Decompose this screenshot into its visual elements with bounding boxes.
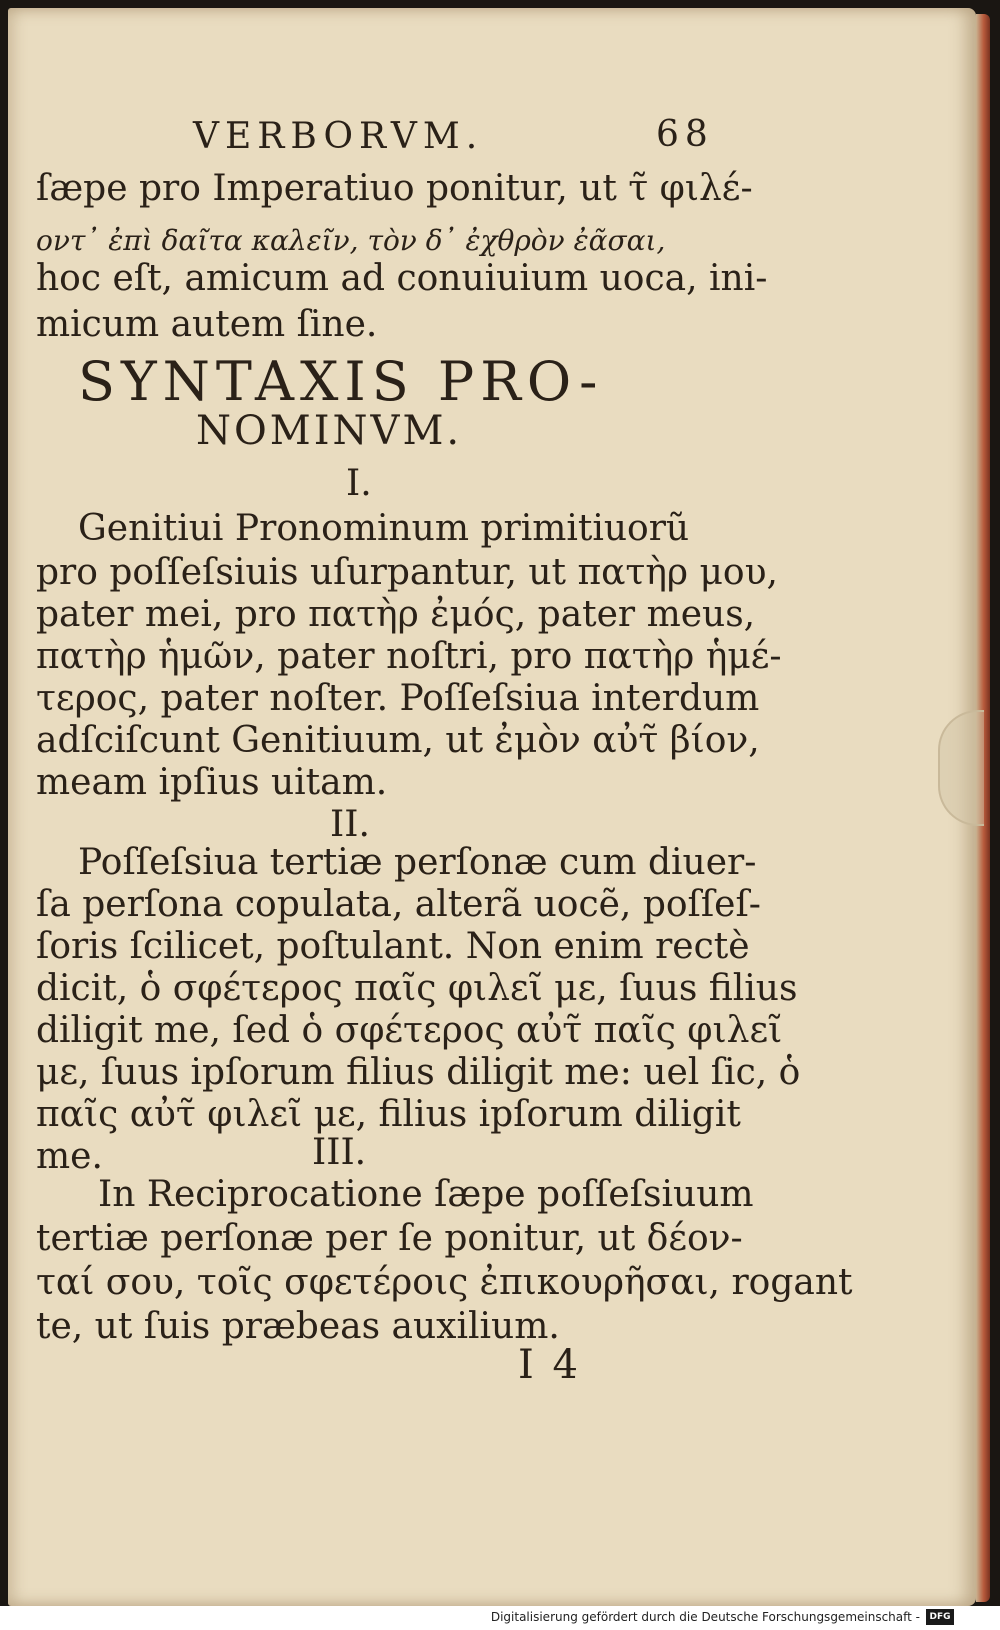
text-line: te, ut ſuis præbeas auxilium. — [36, 1306, 560, 1347]
text-line: με, ſuus ipſorum filius diligit me: uel ſic, ὁ — [36, 1052, 801, 1093]
running-head: VERBORVM. — [193, 116, 484, 157]
section-title: NOMINVM. — [196, 408, 463, 454]
book-page — [8, 8, 976, 1606]
text-line: ſæpe pro Imperatiuo ponitur, ut τ̃ φιλέ- — [36, 168, 753, 209]
text-line: οντ᾿ ἐπὶ δαῖτα καλεῖν, τὸν δ᾿ ἐχθρὸν ἐᾶσαι, — [36, 224, 666, 257]
text-line: ſa perſona copulata, alterã uocẽ, poſſeſ- — [36, 884, 761, 925]
text-line: pater mei, pro πατὴρ ἐμός, pater meus, — [36, 594, 756, 635]
signature-mark: I 4 — [518, 1342, 581, 1388]
text-line: τερος, pater noſter. Poſſeſsiua interdum — [36, 678, 760, 719]
text-line: Genitiui Pronominum primitiuorũ — [78, 508, 690, 549]
text-line: adſciſcunt Genitiuum, ut ἐμὸν αὐτ̃ βίον, — [36, 720, 760, 761]
text-line: me. — [36, 1136, 103, 1177]
text-line: pro poſſeſsiuis uſurpantur, ut πατὴρ μου, — [36, 552, 778, 593]
text-line: In Reciprocatione ſæpe poſſeſsiuum — [98, 1174, 754, 1215]
text-line: ſoris ſcilicet, poſtulant. Non enim rectè — [36, 926, 750, 967]
text-line: tertiæ perſonæ per ſe ponitur, ut δέον- — [36, 1218, 743, 1259]
footer-credit: Digitalisierung gefördert durch die Deutsche Forschungsgemeinschaft - — [490, 1610, 920, 1624]
text-line: micum autem ſine. — [36, 304, 378, 345]
footer-bar — [0, 1606, 1000, 1630]
text-line: diligit me, ſed ὁ σφέτερος αὐτ̃ παῖς φιλεῖ — [36, 1010, 783, 1051]
text-line: dicit, ὁ σφέτερος παῖς φιλεῖ με, ſuus filius — [36, 968, 798, 1009]
page-number: 68 — [656, 114, 714, 155]
clasp-mark — [938, 710, 984, 826]
text-line: Poſſeſsiua tertiæ perſonæ cum diuer- — [78, 842, 757, 883]
rule-number: I. — [346, 463, 372, 504]
text-line: meam ipſius uitam. — [36, 762, 388, 803]
dfg-logo: DFG — [926, 1609, 954, 1625]
text-line: πατὴρ ἡμῶν, pater noſtri, pro πατὴρ ἡμέ- — [36, 636, 782, 677]
rule-number: II. — [330, 804, 370, 845]
rule-number: III. — [312, 1132, 367, 1173]
text-line: ταί σου, τοῖς σφετέροις ἐπικουρῆσαι, rogant — [36, 1262, 853, 1303]
section-title: SYNTAXIS PRO- — [78, 350, 604, 413]
text-line: παῖς αὐτ̃ φιλεῖ με, filius ipſorum diligit — [36, 1094, 741, 1135]
text-line: hoc eſt, amicum ad conuiuium uoca, ini- — [36, 258, 768, 299]
